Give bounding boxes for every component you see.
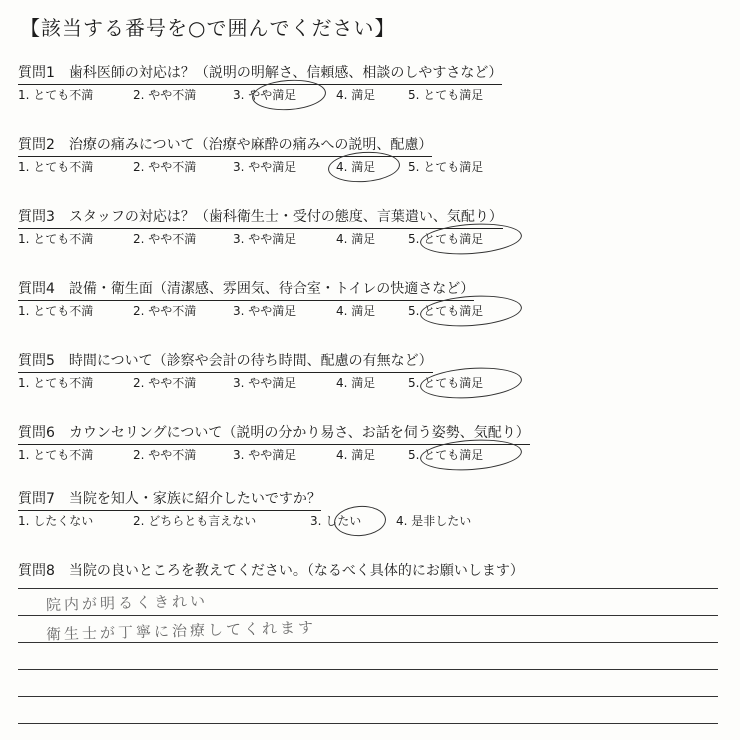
selection-circle <box>419 364 523 401</box>
option-3[interactable]: 3. やや満足 <box>233 232 297 246</box>
handwritten-answer: 院内が明るくきれい <box>45 591 209 615</box>
option-3[interactable]: 3. やや満足 <box>233 376 297 390</box>
option-1[interactable]: 1. とても不満 <box>18 376 94 390</box>
option-1[interactable]: 1. したくない <box>18 514 94 528</box>
option-1[interactable]: 1. とても不満 <box>18 160 94 174</box>
option-5[interactable]: 5. とても満足 <box>408 448 484 462</box>
question-3-line <box>18 206 503 229</box>
question-number: 質問2 <box>18 137 55 153</box>
question-number: 質問7 <box>18 491 55 507</box>
question-text: カウンセリングについて（説明の分かり易さ、お話を伺う姿勢、気配り） <box>68 425 530 441</box>
question-4-line <box>18 278 474 301</box>
answer-line <box>18 588 718 589</box>
option-2[interactable]: 2. やや不満 <box>133 304 197 318</box>
option-4[interactable]: 4. 満足 <box>336 88 376 102</box>
question-text: 当院の良いところを教えてください。（なるべく具体的にお願いします） <box>68 563 524 579</box>
option-1[interactable]: 1. とても不満 <box>18 232 94 246</box>
question-text: 時間について（診察や会計の待ち時間、配慮の有無など） <box>68 353 433 369</box>
selection-circle <box>333 504 387 538</box>
question-number: 質問5 <box>18 353 55 369</box>
question-8 <box>18 560 718 582</box>
option-5[interactable]: 5. とても満足 <box>408 160 484 174</box>
question-number: 質問1 <box>18 65 55 81</box>
question-number: 質問3 <box>18 209 55 225</box>
option-4[interactable]: 4. 是非したい <box>396 514 472 528</box>
option-5[interactable]: 5. とても満足 <box>408 232 484 246</box>
option-4[interactable]: 4. 満足 <box>336 376 376 390</box>
question-number: 質問8 <box>18 563 55 579</box>
question-text: 歯科医師の対応は？（説明の明解さ、信頼感、相談のしやすさなど） <box>68 65 503 81</box>
option-4[interactable]: 4. 満足 <box>336 304 376 318</box>
option-2[interactable]: 2. やや不満 <box>133 448 197 462</box>
question-number: 質問4 <box>18 281 55 297</box>
page-title: 【該当する番号を○で囲んでください】 <box>20 16 396 40</box>
option-3[interactable]: 3. やや満足 <box>233 160 297 174</box>
question-1 <box>18 62 718 112</box>
answer-line <box>18 669 718 670</box>
question-7-line <box>18 488 321 511</box>
option-2[interactable]: 2. やや不満 <box>133 160 197 174</box>
option-2[interactable]: 2. やや不満 <box>133 88 197 102</box>
question-2 <box>18 134 718 184</box>
question-6 <box>18 422 718 472</box>
option-3[interactable]: 3. やや満足 <box>233 304 297 318</box>
answer-line <box>18 615 718 616</box>
answer-line <box>18 696 718 697</box>
question-1-line <box>18 62 502 85</box>
question-text: スタッフの対応は？（歯科衛生士・受付の態度、言葉遣い、気配り） <box>68 209 503 225</box>
option-5[interactable]: 5. とても満足 <box>408 304 484 318</box>
option-1[interactable]: 1. とても不満 <box>18 304 94 318</box>
option-4[interactable]: 4. 満足 <box>336 448 376 462</box>
question-number: 質問6 <box>18 425 55 441</box>
question-5-line <box>18 350 433 373</box>
option-5[interactable]: 5. とても満足 <box>408 88 484 102</box>
option-3[interactable]: 3. やや満足 <box>233 448 297 462</box>
answer-line <box>18 723 718 724</box>
question-3 <box>18 206 718 256</box>
option-2[interactable]: 2. どちらとも言えない <box>133 514 257 528</box>
option-1[interactable]: 1. とても不満 <box>18 448 94 462</box>
question-text: 治療の痛みについて（治療や麻酔の痛みへの説明、配慮） <box>68 137 433 153</box>
question-text: 設備・衛生面（清潔感、雰囲気、待合室・トイレの快適さなど） <box>68 281 475 297</box>
question-text: 当院を知人・家族に紹介したいですか？ <box>68 491 321 507</box>
question-8-line <box>18 560 524 582</box>
option-5[interactable]: 5. とても満足 <box>408 376 484 390</box>
question-5 <box>18 350 718 400</box>
option-2[interactable]: 2. やや不満 <box>133 232 197 246</box>
option-1[interactable]: 1. とても不満 <box>18 88 94 102</box>
option-2[interactable]: 2. やや不満 <box>133 376 197 390</box>
option-4[interactable]: 4. 満足 <box>336 232 376 246</box>
question-7 <box>18 488 718 538</box>
option-3[interactable]: 3. やや満足 <box>233 88 297 102</box>
option-4[interactable]: 4. 満足 <box>336 160 376 174</box>
handwritten-answer: 衛生士が丁寧に治療してくれます <box>45 618 317 644</box>
question-4 <box>18 278 718 328</box>
option-3[interactable]: 3. したい <box>310 514 362 528</box>
